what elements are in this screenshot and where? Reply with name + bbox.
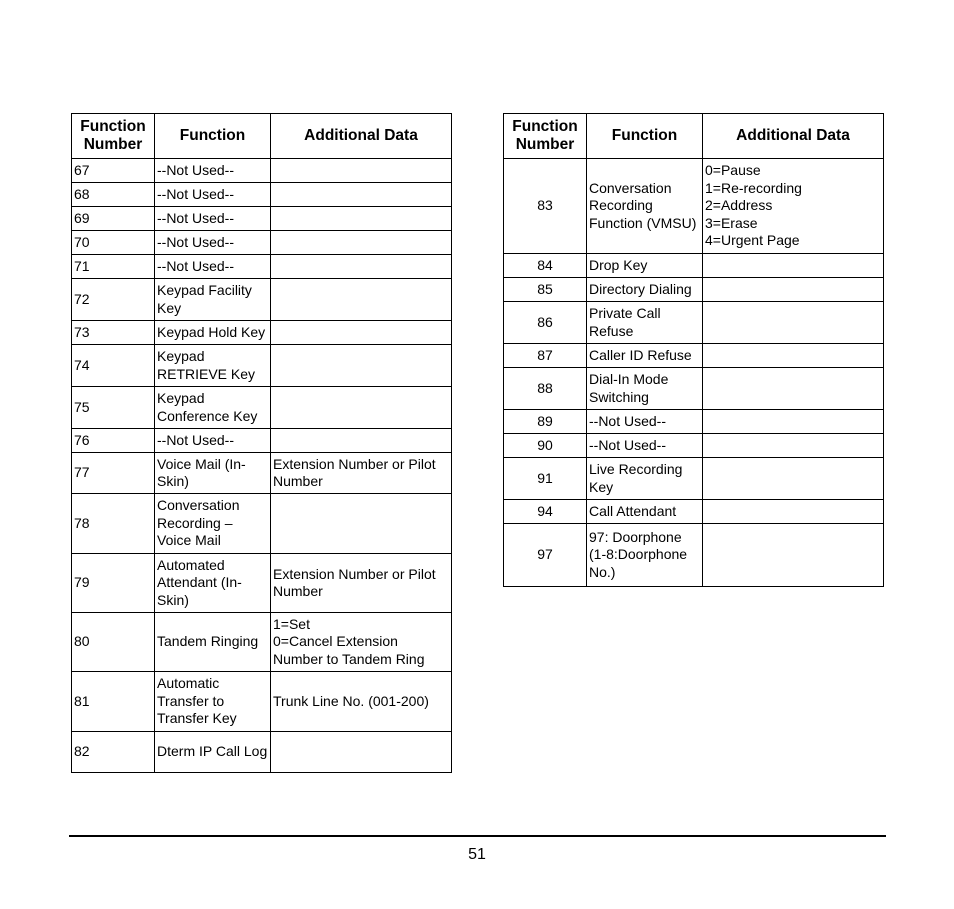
function-number-cell: 79 xyxy=(72,554,155,613)
function-name-cell: Voice Mail (In-Skin) xyxy=(155,453,271,494)
table-row xyxy=(504,410,884,434)
function-number-cell: 82 xyxy=(72,732,155,773)
function-number-cell: 80 xyxy=(72,613,155,672)
function-number-cell: 74 xyxy=(72,345,155,387)
function-number-cell: 76 xyxy=(72,429,155,453)
header-function: Function xyxy=(587,114,703,159)
additional-data-cell: Trunk Line No. (001-200) xyxy=(271,672,452,732)
additional-data-cell xyxy=(703,368,884,410)
table-row xyxy=(72,554,452,613)
function-name-cell: Keypad Facility Key xyxy=(155,279,271,321)
function-number-cell: 83 xyxy=(504,159,587,254)
function-name-cell: --Not Used-- xyxy=(155,231,271,255)
additional-data-cell xyxy=(271,231,452,255)
function-name-cell: --Not Used-- xyxy=(155,183,271,207)
function-name-cell: Automated Attendant (In-Skin) xyxy=(155,554,271,613)
table-row xyxy=(72,387,452,429)
additional-data-cell: 1=Set 0=Cancel Extension Number to Tandem Ring xyxy=(271,613,452,672)
additional-data-cell xyxy=(703,434,884,458)
function-name-cell: Private Call Refuse xyxy=(587,302,703,344)
table-row xyxy=(72,613,452,672)
table-row xyxy=(504,524,884,587)
function-name-cell: Keypad Hold Key xyxy=(155,321,271,345)
function-name-cell: Tandem Ringing xyxy=(155,613,271,672)
function-number-cell: 94 xyxy=(504,500,587,524)
function-number-cell: 91 xyxy=(504,458,587,500)
function-number-cell: 71 xyxy=(72,255,155,279)
additional-data-cell xyxy=(271,732,452,773)
table-row xyxy=(72,672,452,732)
additional-data-cell xyxy=(703,344,884,368)
function-name-cell: Dterm IP Call Log xyxy=(155,732,271,773)
function-number-cell: 84 xyxy=(504,254,587,278)
function-name-cell: --Not Used-- xyxy=(155,255,271,279)
table-row xyxy=(72,453,452,494)
function-name-cell: Directory Dialing xyxy=(587,278,703,302)
function-number-cell: 86 xyxy=(504,302,587,344)
function-name-cell: Keypad Conference Key xyxy=(155,387,271,429)
header-function: Function xyxy=(155,114,271,159)
function-name-cell: --Not Used-- xyxy=(155,159,271,183)
function-number-cell: 70 xyxy=(72,231,155,255)
left-function-table xyxy=(71,113,452,773)
function-number-cell: 72 xyxy=(72,279,155,321)
additional-data-cell xyxy=(271,279,452,321)
table-row xyxy=(72,231,452,255)
additional-data-cell xyxy=(271,255,452,279)
table-row xyxy=(72,159,452,183)
table-row xyxy=(504,500,884,524)
function-number-cell: 67 xyxy=(72,159,155,183)
function-name-cell: Keypad RETRIEVE Key xyxy=(155,345,271,387)
left-table-body xyxy=(72,159,452,773)
function-name-cell: Conversation Recording Function (VMSU) xyxy=(587,159,703,254)
function-name-cell: 97: Doorphone (1-8:Doorphone No.) xyxy=(587,524,703,587)
function-name-cell: Live Recording Key xyxy=(587,458,703,500)
additional-data-cell xyxy=(271,494,452,554)
function-number-cell: 87 xyxy=(504,344,587,368)
additional-data-cell: Extension Number or Pilot Number xyxy=(271,453,452,494)
additional-data-cell xyxy=(703,458,884,500)
function-number-cell: 97 xyxy=(504,524,587,587)
footer-rule xyxy=(69,835,886,837)
table-row xyxy=(72,255,452,279)
additional-data-cell xyxy=(271,321,452,345)
function-number-cell: 78 xyxy=(72,494,155,554)
function-number-cell: 89 xyxy=(504,410,587,434)
function-number-cell: 68 xyxy=(72,183,155,207)
header-function-number: Function Number xyxy=(72,114,155,159)
table-row xyxy=(504,159,884,254)
table-row xyxy=(504,458,884,500)
function-name-cell: Drop Key xyxy=(587,254,703,278)
function-number-cell: 75 xyxy=(72,387,155,429)
additional-data-cell xyxy=(271,183,452,207)
function-number-cell: 69 xyxy=(72,207,155,231)
table-row xyxy=(72,494,452,554)
function-number-cell: 88 xyxy=(504,368,587,410)
table-row xyxy=(72,429,452,453)
table-row xyxy=(504,344,884,368)
additional-data-cell xyxy=(703,410,884,434)
additional-data-cell xyxy=(271,345,452,387)
function-name-cell: Dial-In Mode Switching xyxy=(587,368,703,410)
header-function-number: Function Number xyxy=(504,114,587,159)
additional-data-cell: 0=Pause 1=Re-recording 2=Address 3=Erase 4=Urgent Page xyxy=(703,159,884,254)
function-name-cell: --Not Used-- xyxy=(155,429,271,453)
header-additional-data: Additional Data xyxy=(703,114,884,159)
additional-data-cell xyxy=(271,207,452,231)
table-row xyxy=(72,321,452,345)
table-row xyxy=(504,434,884,458)
table-header-row xyxy=(504,114,884,159)
table-row xyxy=(72,207,452,231)
function-number-cell: 85 xyxy=(504,278,587,302)
additional-data-cell xyxy=(703,302,884,344)
additional-data-cell xyxy=(271,387,452,429)
additional-data-cell xyxy=(703,524,884,587)
additional-data-cell xyxy=(271,429,452,453)
table-row xyxy=(504,254,884,278)
additional-data-cell xyxy=(703,278,884,302)
table-row xyxy=(72,345,452,387)
table-row xyxy=(72,279,452,321)
table-row xyxy=(504,278,884,302)
function-name-cell: Caller ID Refuse xyxy=(587,344,703,368)
table-header-row xyxy=(72,114,452,159)
function-number-cell: 73 xyxy=(72,321,155,345)
function-number-cell: 77 xyxy=(72,453,155,494)
additional-data-cell xyxy=(703,500,884,524)
page-number: 51 xyxy=(468,846,486,863)
function-name-cell: --Not Used-- xyxy=(587,434,703,458)
function-name-cell: Automatic Transfer to Transfer Key xyxy=(155,672,271,732)
function-name-cell: --Not Used-- xyxy=(587,410,703,434)
right-function-table xyxy=(503,113,884,587)
table-row xyxy=(72,732,452,773)
additional-data-cell xyxy=(703,254,884,278)
right-table-body xyxy=(504,159,884,587)
header-additional-data: Additional Data xyxy=(271,114,452,159)
function-number-cell: 90 xyxy=(504,434,587,458)
function-name-cell: Conversation Recording – Voice Mail xyxy=(155,494,271,554)
table-row xyxy=(504,302,884,344)
additional-data-cell xyxy=(271,159,452,183)
function-number-cell: 81 xyxy=(72,672,155,732)
function-name-cell: Call Attendant xyxy=(587,500,703,524)
table-row xyxy=(72,183,452,207)
table-row xyxy=(504,368,884,410)
additional-data-cell: Extension Number or Pilot Number xyxy=(271,554,452,613)
function-name-cell: --Not Used-- xyxy=(155,207,271,231)
